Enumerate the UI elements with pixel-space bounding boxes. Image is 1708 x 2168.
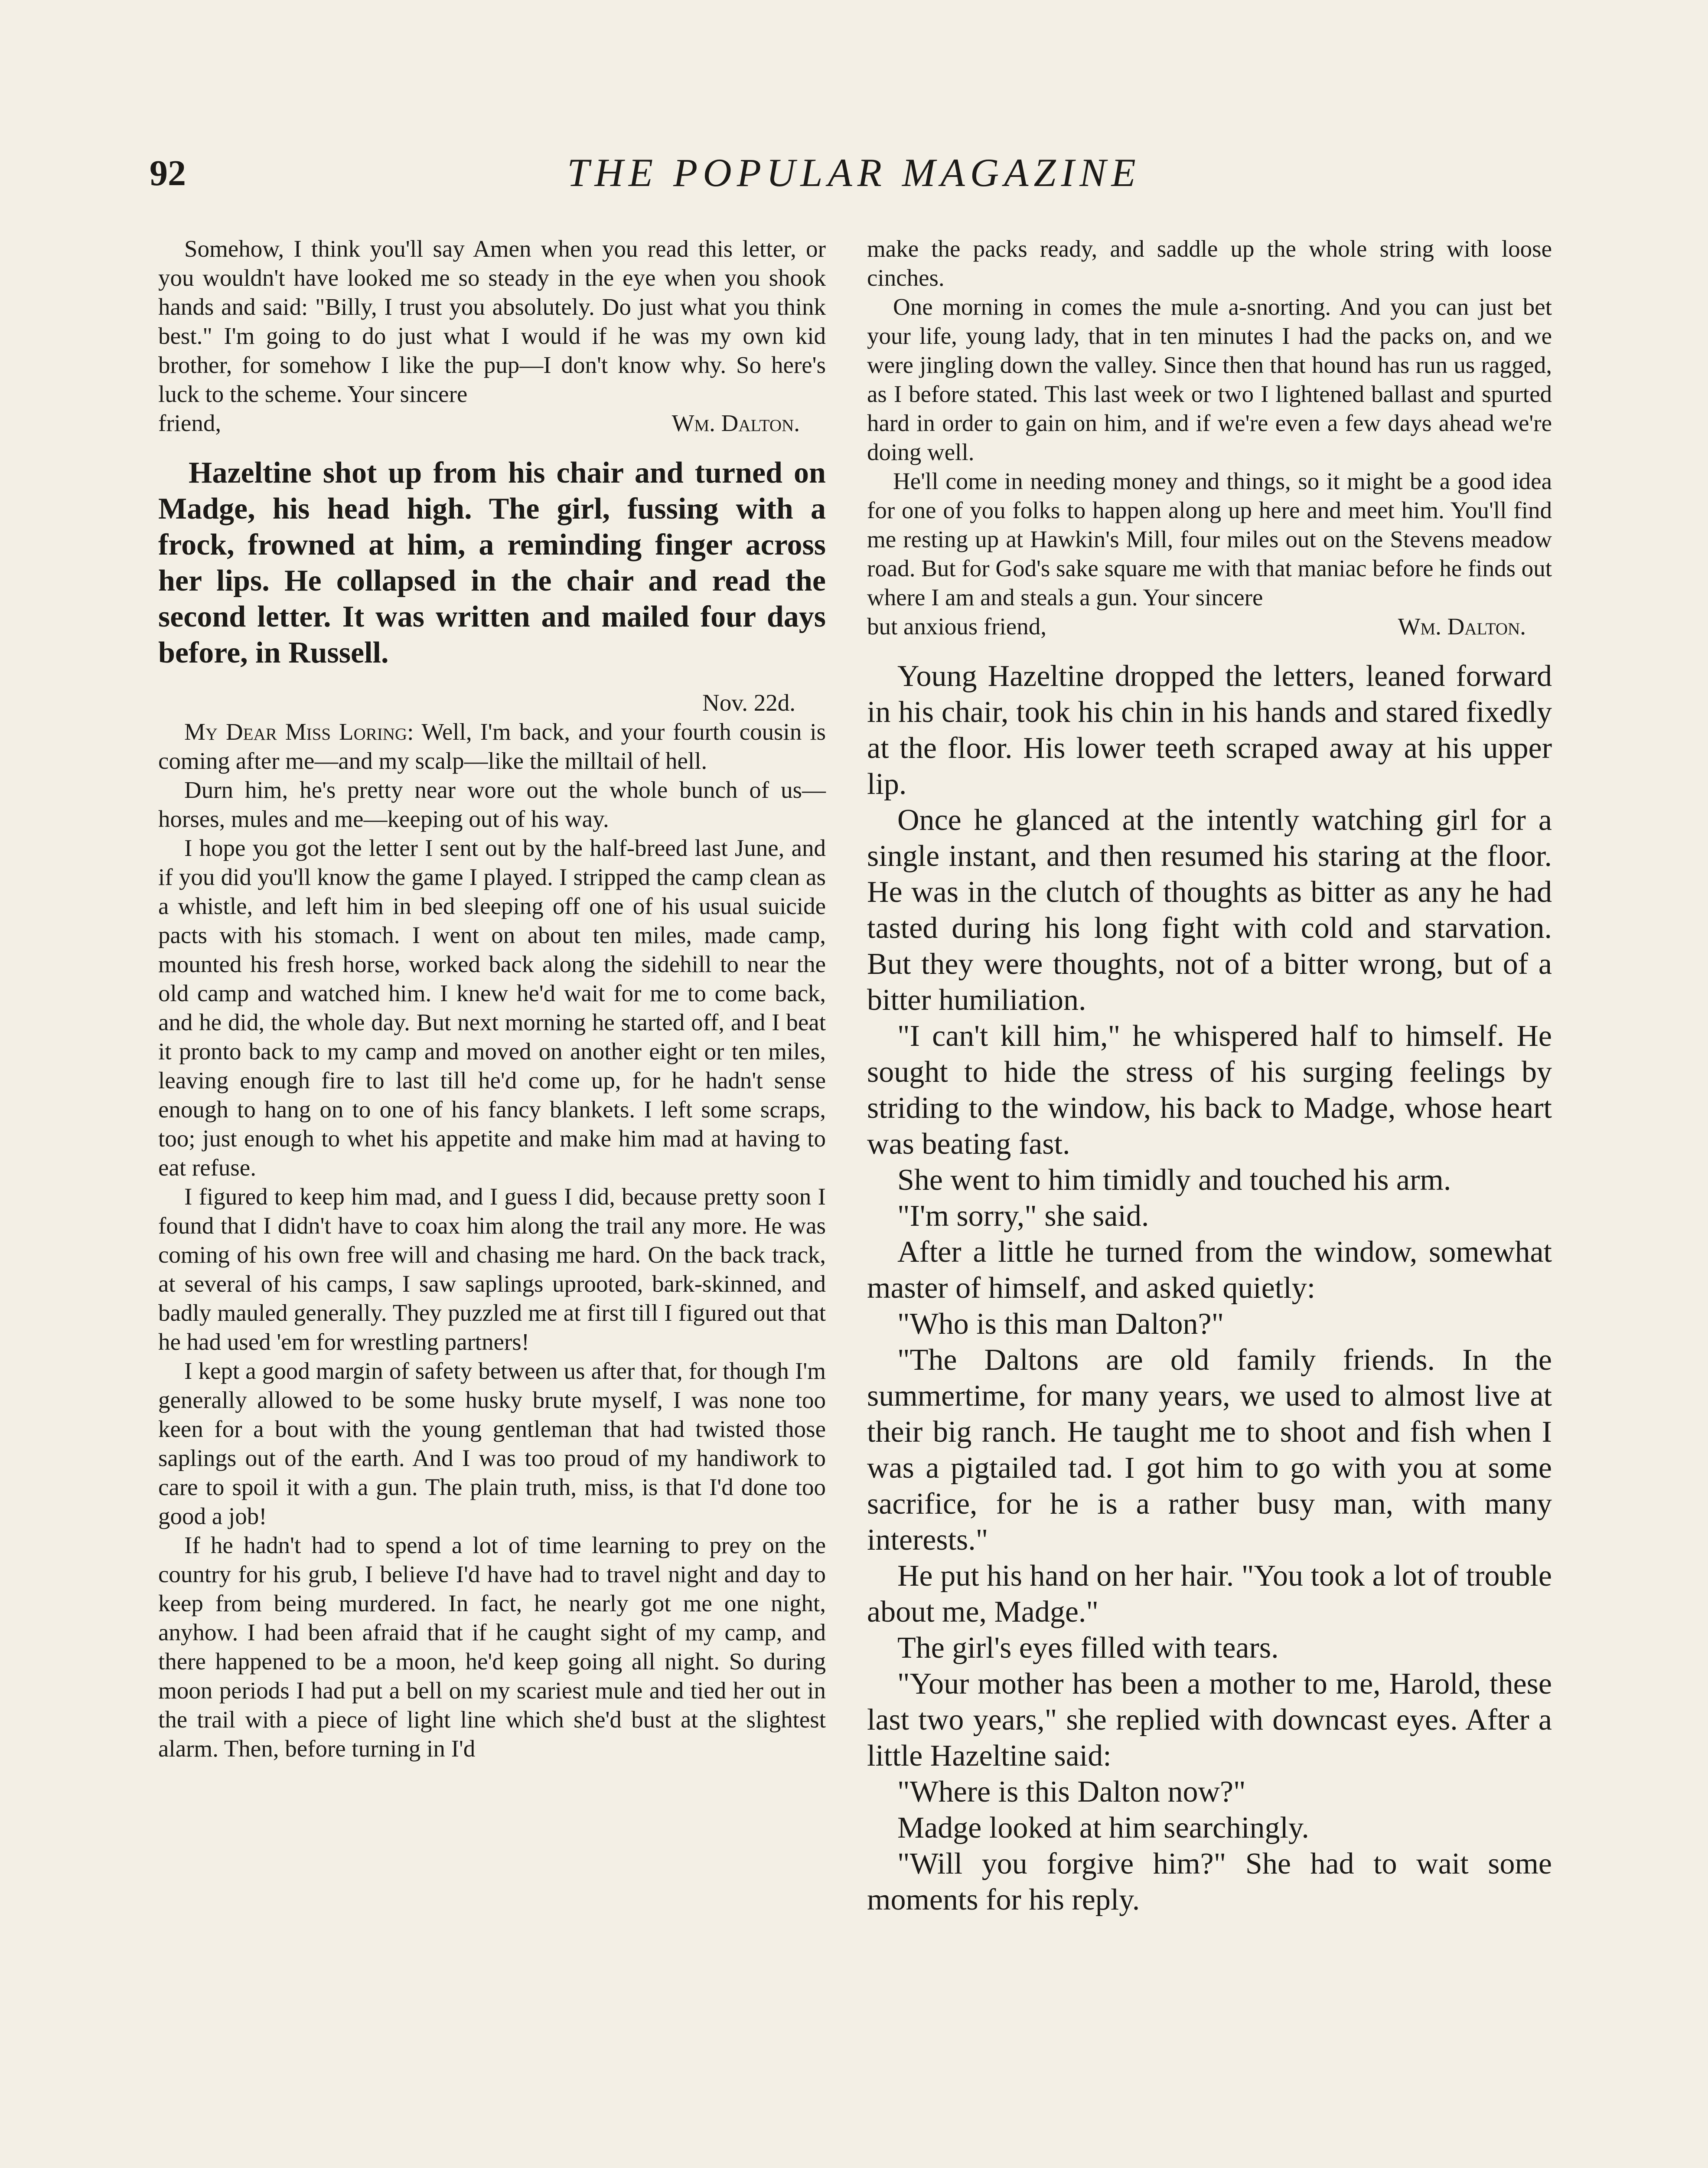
letter-two-paragraph — [158, 717, 826, 775]
letter-two-paragraph: I hope you got the letter I sent out by the half-breed last June, and if you did you'll know the game I played. I stripped the camp clean as a whistle, and left him in bed sleeping off one of his usual suicide pacts with his stomach. I went on about ten miles, made camp, mounted his fresh horse, worked back along the sidehill to near the old camp and watched him. I knew he'd wait for me to come back, and he did, the whole day. But next morning he started off, and I beat it pronto back to my camp and moved on another eight or ten miles, leaving enough fire to last till he'd come up, for he hadn't sense enough to hang on to one of his fancy blankets. I left some scraps, too; just enough to whet his appetite and make him mad at having to eat refuse. — [158, 835, 826, 1181]
letter-two-signature: Wm. Dalton. — [1398, 613, 1526, 640]
story-paragraph: He put his hand on her hair. "You took a lot of trouble about me, Madge." — [867, 1559, 1552, 1629]
letter-two-paragraph: He'll come in needing money and things, so it might be a good idea for one of you folks to happen along up here and meet him. You'll find me resting up at Hawkin's Mill, four miles out on the Stevens meadow road. But for God's sake square me with that maniac before he finds out where I am and steals a gun. Your sincere — [867, 468, 1552, 611]
letter-two-salutation: My Dear Miss Loring: — [184, 718, 414, 745]
letter-two-paragraph: I kept a good margin of safety between us after that, for though I'm generally allowed to be some husky brute myself, I was none too keen for a bout with the young gentleman that had twisted those saplings out of the earth. And I was too proud of my handiwork to care to spoil it with a gun. The plain truth, miss, is that I'd done too good a job! — [158, 1358, 826, 1529]
story-paragraph: Madge looked at him searchingly. — [897, 1811, 1309, 1845]
letter-two-paragraph: I figured to keep him mad, and I guess I did, because pretty soon I found that I didn't have to coax him along the trail any more. He was coming of his own free will and chasing me hard. On the back track, at several of his camps, I saw saplings uprooted, bark-skinned, and badly mauled generally. They puzzled me at first till I figured out that he had used 'em for wrestling partners! — [158, 1183, 826, 1355]
letter-one-closing: friend, — [158, 410, 222, 436]
letter-two-closing: but anxious friend, — [867, 613, 1046, 640]
letter-two-paragraph: One morning in comes the mule a-snorting. And you can just bet your life, young lady, that in ten minutes I had the packs on, and we were jingling down the valley. Since then that hound has run us ragged, as I before stated. This last week or two I lightened ballast and spurted hard in order to gain on him, and if we're even a few days ahead we're doing well. — [867, 294, 1552, 465]
letter-two-signoff — [867, 612, 1552, 641]
letter-two-paragraph: make the packs ready, and saddle up the whole string with loose cinches. — [867, 235, 1552, 291]
left-column — [158, 234, 826, 1763]
story-paragraph: After a little he turned from the window, somewhat master of himself, and asked quietly: — [867, 1235, 1552, 1305]
letter-two — [158, 688, 826, 1763]
story-paragraph: She went to him timidly and touched his arm. — [897, 1163, 1451, 1197]
story-text — [867, 658, 1552, 1918]
story-paragraph: "Where is this Dalton now?" — [897, 1775, 1246, 1809]
story-paragraph: "I'm sorry," she said. — [897, 1199, 1149, 1233]
story-paragraph: The girl's eyes filled with tears. — [897, 1631, 1279, 1665]
letter-two-continued — [867, 234, 1552, 641]
page-number: 92 — [150, 153, 186, 193]
letter-one-signoff — [158, 408, 826, 438]
story-paragraph: "Your mother has been a mother to me, Harold, these last two years," she replied with downcast eyes. After a little Hazeltine said: — [867, 1667, 1552, 1773]
story-paragraph: Once he glanced at the intently watching girl for a single instant, and then resumed his staring at the floor. He was in the clutch of thoughts as bitter as any he had tasted during his long fight with cold and starvation. But they were thoughts, not of a bitter wrong, but of a bitter humiliation. — [867, 803, 1552, 1017]
right-column — [867, 234, 1552, 1918]
narrative-block — [158, 455, 826, 671]
letter-two-opening: Well, I'm back, and your fourth cousin is coming after me—and my scalp—like the milltail of hell. — [158, 718, 826, 774]
running-title: THE POPULAR MAGAZINE — [567, 150, 1141, 195]
letter-two-date: Nov. 22d. — [702, 689, 795, 716]
narrative-paragraph: Hazeltine shot up from his chair and turned on Madge, his head high. The girl, fussing with a frock, frowned at him, a reminding finger across her lips. He collapsed in the chair and read the second letter. It was written and mailed four days before, in Russell. — [158, 456, 826, 669]
letter-two-paragraph: If he hadn't had to spend a lot of time learning to prey on the country for his grub, I believe I'd have had to travel night and day to keep from being murdered. In fact, he nearly got me one night, anyhow. I had been afraid that if he caught sight of my camp, and there happened to be a moon, he'd keep going all night. So during moon periods I had put a bell on my scariest mule and tied her out in the trail with a piece of light line which she'd bust at the slightest alarm. Then, before turning in I'd — [158, 1532, 826, 1762]
story-paragraph: Young Hazeltine dropped the letters, leaned forward in his chair, took his chin in his hands and stared fixedly at the floor. His lower teeth scraped away at his upper lip. — [867, 660, 1552, 801]
letter-one-paragraph: Somehow, I think you'll say Amen when you read this letter, or you wouldn't have looked me so steady in the eye when you shook hands and said: "Billy, I trust you absolutely. Do just what you think best." I'm going to do just what I would if he was my own kid brother, for somehow I like the pup—I don't know why. So here's luck to the scheme. Your sincere — [158, 235, 826, 407]
story-paragraph: "Will you forgive him?" She had to wait some moments for his reply. — [867, 1847, 1552, 1917]
story-paragraph: "The Daltons are old family friends. In the summertime, for many years, we used to almost live at their big ranch. He taught me to shoot and fish when I was a pigtailed tad. I got him to go with you at some sacrifice, for he is a rather busy man, with many interests." — [867, 1343, 1552, 1557]
story-paragraph: "I can't kill him," he whispered half to himself. He sought to hide the stress of his surging feelings by striding to the window, his back to Madge, whose heart was beating fast. — [867, 1019, 1552, 1161]
letter-one — [158, 234, 826, 438]
letter-two-paragraph: Durn him, he's pretty near wore out the whole bunch of us—horses, mules and me—keeping out of his way. — [158, 777, 826, 832]
letter-one-signature: Wm. Dalton. — [671, 410, 800, 436]
story-paragraph: "Who is this man Dalton?" — [897, 1307, 1224, 1341]
